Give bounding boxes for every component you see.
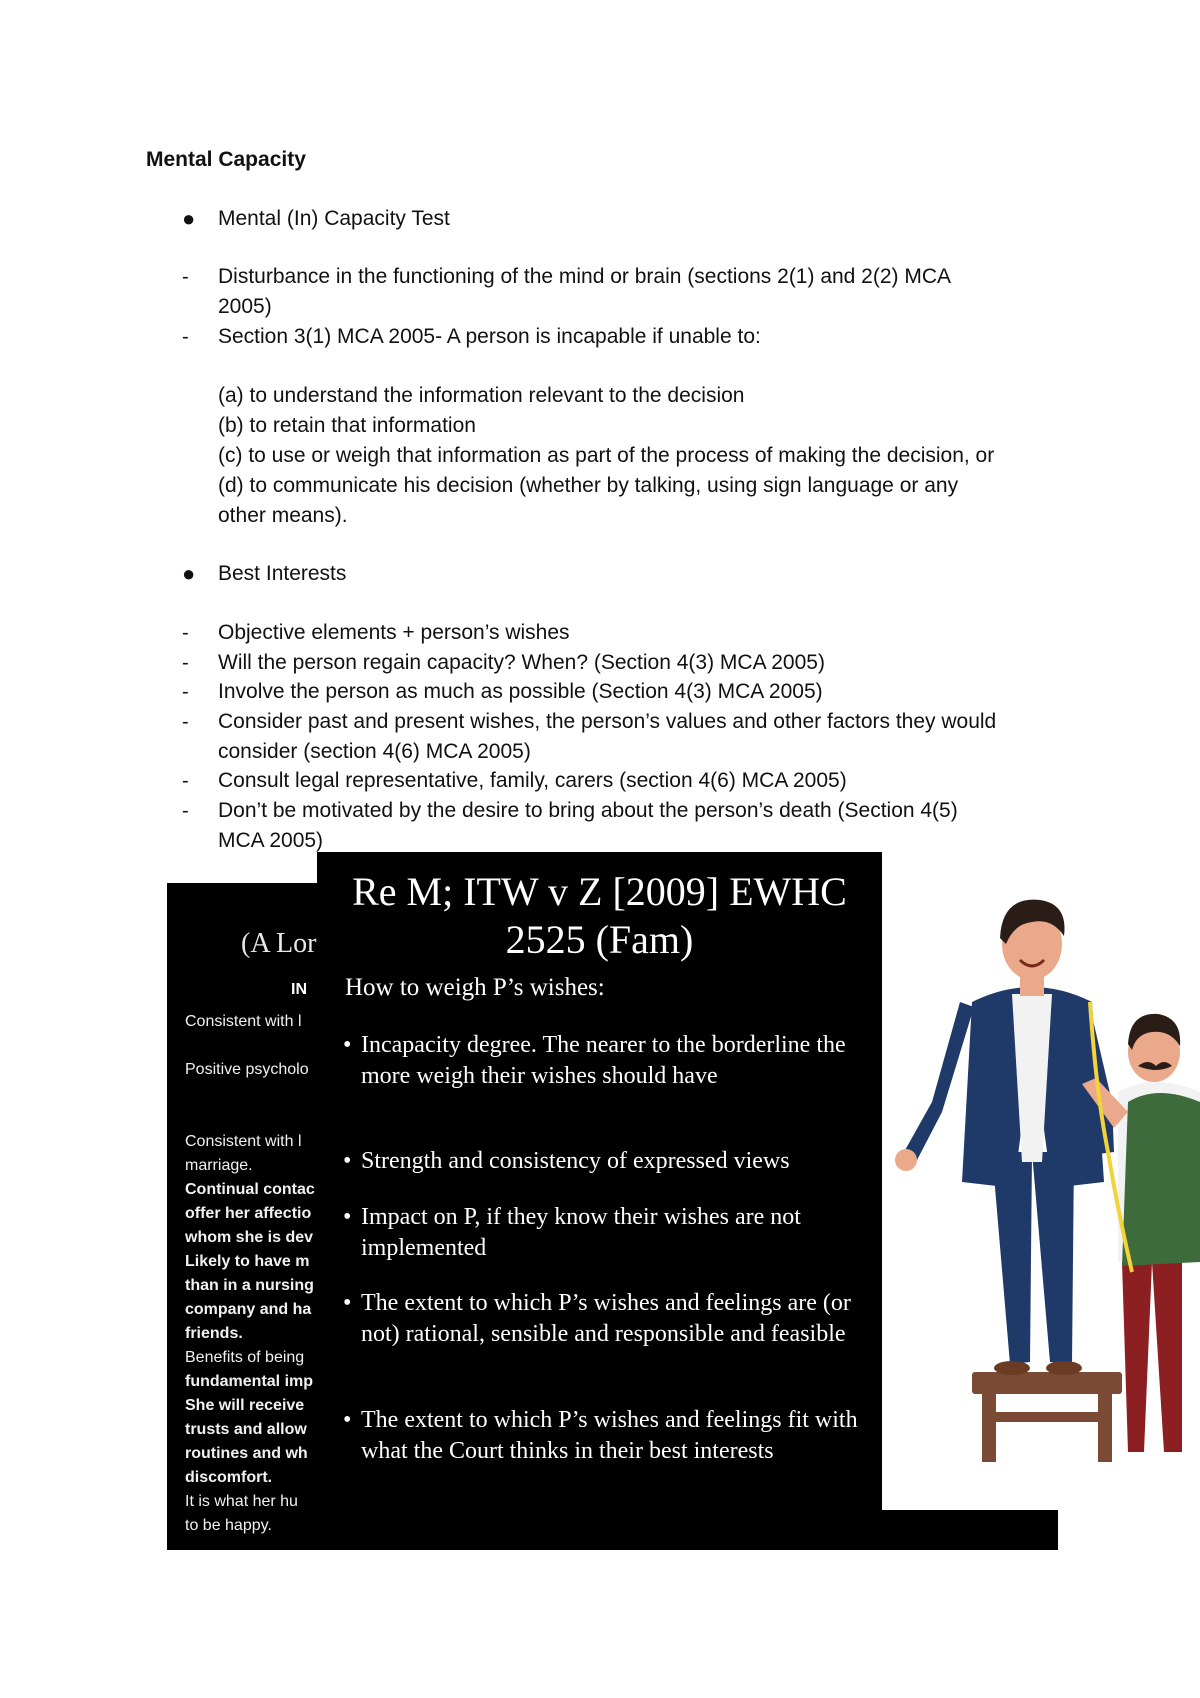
list-item: Consult legal representative, family, carers (section 4(6) MCA 2005) xyxy=(218,769,847,792)
tailor-measuring-customer-illustration xyxy=(882,852,1200,1510)
list-item-continuation: consider (section 4(6) MCA 2005) xyxy=(218,740,531,763)
slide-text-fragment: offer her affectio xyxy=(185,1205,312,1222)
dash-mark: - xyxy=(182,681,189,703)
slide-text-fragment: It is what her hu xyxy=(185,1493,298,1510)
bullet-dot: • xyxy=(343,1204,352,1230)
stool-leg xyxy=(1098,1392,1112,1462)
list-item: Objective elements + person’s wishes xyxy=(218,621,570,644)
hand-icon xyxy=(895,1149,917,1171)
slide-text-fragment: company and ha xyxy=(185,1301,312,1318)
slide-label-fragment: IN xyxy=(291,981,307,998)
shoe-icon xyxy=(994,1361,1030,1375)
list-item: Don’t be motivated by the desire to bring about the person’s death (Section 4(5) xyxy=(218,799,958,822)
slide-text-fragment: than in a nursing xyxy=(185,1277,314,1294)
list-item: Disturbance in the functioning of the mind or brain (sections 2(1) and 2(2) MCA xyxy=(218,265,952,288)
stool-leg xyxy=(982,1392,996,1462)
shoe-icon xyxy=(1046,1361,1082,1375)
sub-list-item-continuation: other means). xyxy=(218,504,348,527)
bullet-dot: • xyxy=(343,1032,352,1058)
tailor-illustration xyxy=(882,852,1200,1510)
list-item-continuation: MCA 2005) xyxy=(218,829,324,852)
list-item: Involve the person as much as possible (Section 4(3) MCA 2005) xyxy=(218,680,823,703)
slide-heading-fragment: (A Lor xyxy=(241,928,317,959)
dash-mark: - xyxy=(182,800,189,822)
slide-point-text: Strength and consistency of expressed views xyxy=(361,1148,790,1174)
slide-point xyxy=(343,1030,863,1126)
bullet-dot: ● xyxy=(182,561,196,586)
slide-text-fragment: whom she is dev xyxy=(185,1229,314,1246)
sub-list-item: (c) to use or weigh that information as part of the process of making the decision, or xyxy=(218,444,995,467)
dash-mark: - xyxy=(182,266,189,288)
slide-text-fragment: Consistent with l xyxy=(185,1013,302,1030)
case-slide xyxy=(317,852,882,1510)
slide-text-fragment: marriage. xyxy=(185,1157,253,1174)
slide-point-text: The extent to which P’s wishes and feelings fit with what the Court thinks in their best interests xyxy=(361,1407,858,1464)
page-title: Mental Capacity xyxy=(146,148,306,171)
bullet-dot: ● xyxy=(182,206,196,231)
dash-mark: - xyxy=(182,622,189,644)
slide-point xyxy=(343,1146,863,1180)
slide-point xyxy=(343,1288,863,1384)
list-item: Will the person regain capacity? When? (Section 4(3) MCA 2005) xyxy=(218,651,825,674)
slide-text-fragment: trusts and allow xyxy=(185,1421,307,1438)
dash-mark: - xyxy=(182,770,189,792)
slide-point-text: Incapacity degree. The nearer to the borderline the more weigh their wishes should have xyxy=(361,1032,846,1089)
customer-arm xyxy=(904,1002,974,1162)
dash-mark: - xyxy=(182,711,189,733)
slide-text-fragment: Benefits of being xyxy=(185,1349,305,1366)
slide-title xyxy=(317,868,882,964)
slide-text-fragment: fundamental imp xyxy=(185,1373,314,1390)
slide-title-line: 2525 (Fam) xyxy=(505,917,694,962)
slide-text-fragment: friends. xyxy=(185,1325,243,1342)
stool-rail xyxy=(992,1412,1102,1422)
dash-mark: - xyxy=(182,326,189,348)
slide-point xyxy=(343,1202,863,1266)
slide-subtitle: How to weigh P’s wishes: xyxy=(345,974,605,1001)
dash-mark: - xyxy=(182,652,189,674)
stool-icon xyxy=(972,1372,1122,1394)
slide-text-fragment: to be happy. xyxy=(185,1517,272,1534)
list-item-continuation: 2005) xyxy=(218,295,272,318)
tailor-leg xyxy=(1122,1262,1152,1452)
slide-text-fragment: She will receive xyxy=(185,1397,305,1414)
sub-list-item: (b) to retain that information xyxy=(218,414,476,437)
slide-text-fragment: Continual contac xyxy=(185,1181,315,1198)
list-item: Section 3(1) MCA 2005- A person is incapable if unable to: xyxy=(218,325,761,348)
sub-list-item: (a) to understand the information relevant to the decision xyxy=(218,384,745,407)
bullet-dot: • xyxy=(343,1290,352,1316)
bullet-dot: • xyxy=(343,1148,352,1174)
slide-title-line: Re M; ITW v Z [2009] EWHC xyxy=(352,869,847,914)
slide-text-fragment: discomfort. xyxy=(185,1469,273,1486)
slide-point xyxy=(343,1405,863,1501)
slide-text-fragment: Positive psycholo xyxy=(185,1061,309,1078)
tailor-leg xyxy=(1152,1262,1182,1452)
slide-text-fragment: routines and wh xyxy=(185,1445,308,1462)
section-heading: Mental (In) Capacity Test xyxy=(218,207,450,230)
list-item: Consider past and present wishes, the person’s values and other factors they would xyxy=(218,710,997,733)
slide-text-fragment: Likely to have m xyxy=(185,1253,310,1270)
section-heading: Best Interests xyxy=(218,562,347,585)
slide-point-text: The extent to which P’s wishes and feelings are (or not) rational, sensible and responsible and feasible xyxy=(361,1290,851,1347)
slide-text-fragment: Consistent with l xyxy=(185,1133,302,1150)
tailor-vest xyxy=(1122,1093,1200,1266)
slide-point-text: Impact on P, if they know their wishes are not implemented xyxy=(361,1204,801,1261)
bullet-dot: • xyxy=(343,1407,352,1433)
sub-list-item: (d) to communicate his decision (whether by talking, using sign language or any xyxy=(218,474,959,497)
